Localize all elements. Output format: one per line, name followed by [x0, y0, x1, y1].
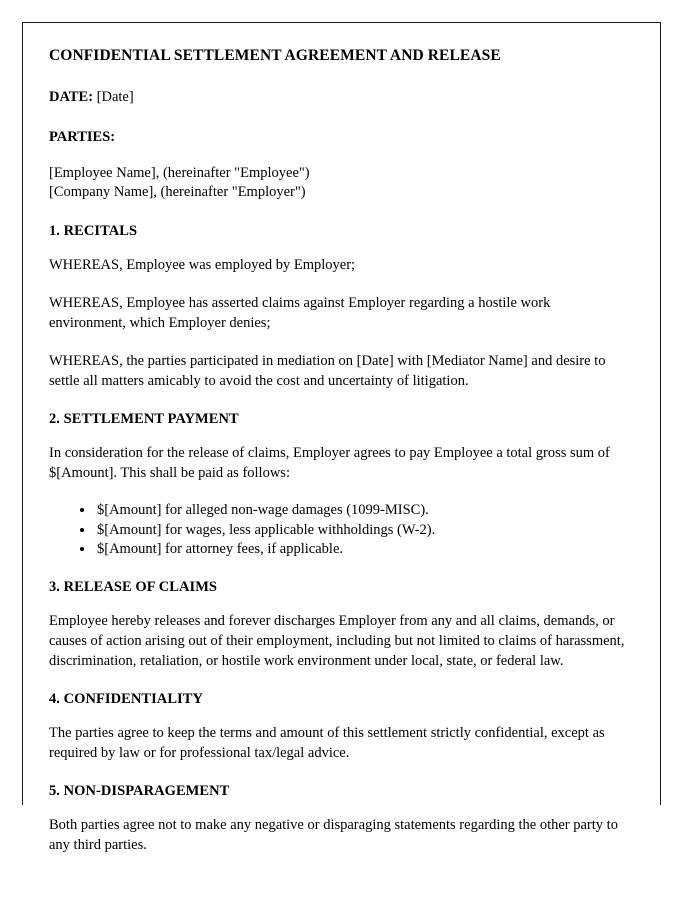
section-heading-confidentiality: 4. CONFIDENTIALITY [49, 690, 203, 707]
document-page [22, 22, 661, 853]
settlement-payment-bullet-list [49, 501, 630, 560]
recitals-paragraph-3: WHEREAS, the parties participated in mediation on [Date] with [Mediator Name] and desire to settle all matters amicably to avoid the cost and uncertainty of litigation. [49, 352, 606, 389]
page-title: CONFIDENTIAL SETTLEMENT AGREEMENT AND RELEASE [49, 47, 501, 64]
document-body [23, 23, 660, 855]
recitals-paragraph-2: WHEREAS, Employee has asserted claims against Employer regarding a hostile work environment, which Employer denies; [49, 295, 551, 331]
party-employee-line: [Employee Name], (hereinafter "Employee") [49, 164, 310, 181]
recitals-paragraph-1: WHEREAS, Employee was employed by Employer; [49, 257, 356, 274]
non-disparagement-paragraph-1: Both parties agree not to make any negative or disparaging statements regarding the other party to any third parties. [49, 816, 618, 853]
date-value: [Date] [96, 88, 134, 105]
section-heading-non-disparagement: 5. NON-DISPARAGEMENT [49, 782, 230, 799]
settlement-payment-intro: In consideration for the release of claims, Employer agrees to pay Employee a total gross sum of $[Amount]. This shall be paid as follows: [49, 444, 610, 481]
parties-heading: PARTIES: [49, 128, 116, 145]
section-heading-settlement-payment: 2. SETTLEMENT PAYMENT [49, 410, 239, 427]
release-of-claims-paragraph-1: Employee hereby releases and forever discharges Employer from any and all claims, demands, or causes of action arising out of their employment, including but not limited to claims of harassment, discrimination, retaliation, or hostile work environment under local, state, or federal law. [49, 613, 625, 669]
list-item: • $[Amount] for wages, less applicable withholdings (W-2). [95, 521, 630, 541]
date-line [49, 88, 630, 106]
confidentiality-paragraph-1: The parties agree to keep the terms and amount of this settlement strictly confidential, except as required by law or for professional tax/legal advice. [49, 724, 605, 761]
parties-block [49, 164, 630, 202]
section-heading-recitals: 1. RECITALS [49, 223, 138, 240]
list-item: • $[Amount] for attorney fees, if applicable. [95, 540, 630, 560]
section-heading-release-of-claims: 3. RELEASE OF CLAIMS [49, 579, 218, 596]
party-employer-line: [Company Name], (hereinafter "Employer") [49, 183, 306, 200]
list-item: • $[Amount] for alleged non-wage damages (1099-MISC). [95, 501, 630, 521]
date-label: DATE: [49, 88, 94, 105]
